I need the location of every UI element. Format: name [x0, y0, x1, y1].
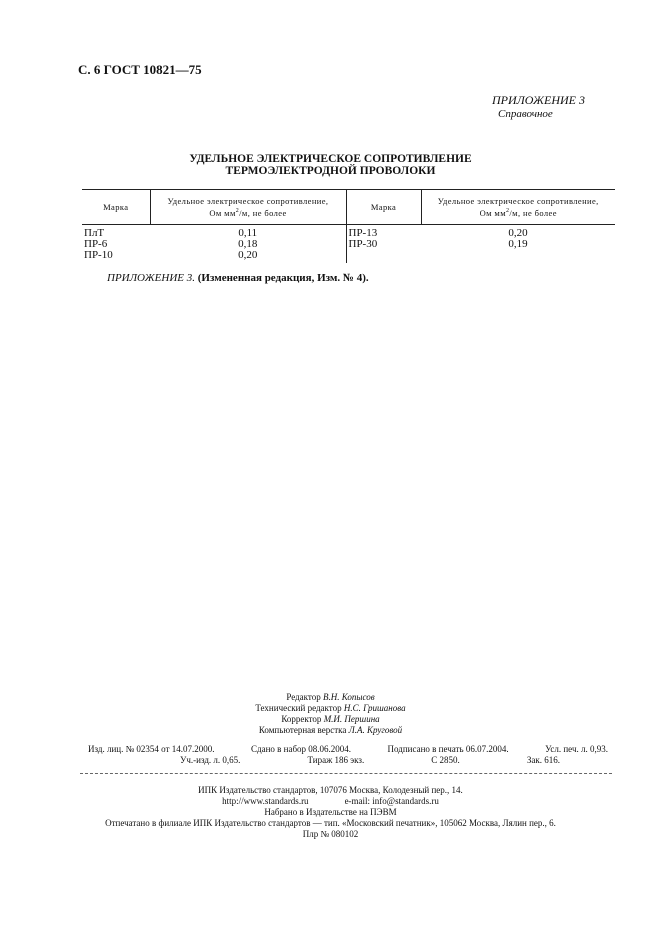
mark-cell [346, 250, 421, 263]
mark-cell: ПР-13 [346, 225, 421, 240]
imprint-pub-sheets: Уч.-изд. л. 0,65. [180, 755, 241, 765]
resistance-unit-post: /м, не более [239, 207, 287, 218]
appendix-title: ПРИЛОЖЕНИЕ 3 [492, 93, 585, 107]
publisher-block [0, 785, 661, 840]
imprint-row-2 [180, 755, 560, 765]
value-cell: 0,20 [508, 227, 528, 239]
col-header-mark-right: Марка [346, 190, 421, 225]
publisher-contacts [0, 796, 661, 807]
imprint-print-run: Тираж 186 экз. [307, 755, 365, 765]
table-title-line1: УДЕЛЬНОЕ ЭЛЕКТРИЧЕСКОЕ СОПРОТИВЛЕНИЕ [189, 153, 472, 165]
imprint-code: С 2850. [431, 755, 460, 765]
credit-name: В.Н. Копысов [323, 692, 375, 702]
credits-block [0, 692, 661, 736]
imprint-row-1 [88, 744, 608, 754]
credit-name: Н.С. Гришанова [343, 703, 406, 713]
appendix-subtitle: Справочное [498, 108, 553, 120]
credit-role: Редактор [286, 692, 321, 702]
credit-name: М.И. Першина [323, 714, 380, 724]
table-title-line2: ТЕРМОЭЛЕКТРОДНОЙ ПРОВОЛОКИ [225, 165, 436, 177]
mark-cell: ПР-6 [84, 238, 108, 250]
imprint-license: Изд. лиц. № 02354 от 14.07.2000. [88, 744, 215, 754]
resistance-header-line1: Удельное электрическое сопротивление, [167, 196, 329, 207]
table-row [82, 250, 615, 263]
resistance-unit-post: /м, не более [509, 207, 557, 218]
table-header-row [82, 190, 615, 225]
table-title [0, 153, 661, 177]
credit-line [0, 725, 661, 736]
credit-role: Технический редактор [255, 703, 342, 713]
resistance-unit-pre: Ом мм [209, 207, 236, 218]
value-cell: 0,20 [238, 249, 258, 261]
value-cell: 0,19 [508, 238, 528, 250]
resistance-unit-sup: 2 [235, 208, 240, 215]
table-row [82, 225, 615, 240]
publisher-license: Плр № 080102 [302, 829, 359, 839]
credit-line [0, 714, 661, 725]
imprint-submitted: Сдано в набор 08.06.2004. [251, 744, 352, 754]
col-header-resistance-left [150, 190, 346, 225]
revision-note-text: (Измененная редакция, Изм. № 4). [197, 272, 369, 284]
imprint-signed: Подписано в печать 06.07.2004. [387, 744, 509, 754]
divider [80, 773, 612, 774]
mark-cell: ПлТ [84, 227, 105, 239]
publisher-printed: Отпечатано в филиале ИПК Издательство стандартов — тип. «Московский печатник», 105062 Москва, Лялин пер., 6. [105, 818, 556, 828]
page-header: С. 6 ГОСТ 10821—75 [78, 62, 202, 77]
publisher-email: e-mail: info@standards.ru [344, 796, 439, 806]
resistance-unit-pre: Ом мм [479, 207, 506, 218]
credit-line [0, 692, 661, 703]
credit-role: Корректор [281, 714, 322, 724]
publisher-typeset: Набрано в Издательстве на ПЭВМ [264, 807, 397, 817]
publisher-website: http://www.standards.ru [222, 796, 309, 806]
resistance-table [82, 189, 615, 263]
appendix-label [492, 93, 585, 120]
credit-role: Компьютерная верстка [258, 725, 347, 735]
publisher-address: ИПК Издательство стандартов, 107076 Москва, Колодезный пер., 14. [198, 785, 463, 795]
col-header-resistance-right [421, 190, 615, 225]
imprint-order: Зак. 616. [526, 755, 560, 765]
credit-name: Л.А. Круговой [348, 725, 403, 735]
value-cell: 0,18 [238, 238, 258, 250]
mark-cell: ПР-30 [346, 239, 421, 250]
col-header-mark-left: Марка [82, 190, 150, 225]
credit-line [0, 703, 661, 714]
revision-note-ref: ПРИЛОЖЕНИЕ 3. [107, 272, 195, 284]
imprint-print-sheets: Усл. печ. л. 0,93. [545, 744, 608, 754]
revision-note [107, 272, 369, 284]
value-cell: 0,11 [238, 227, 258, 239]
resistance-unit-sup: 2 [506, 208, 510, 215]
resistance-header-line1: Удельное электрическое сопротивление, [437, 196, 599, 207]
mark-cell: ПР-10 [84, 249, 113, 261]
table-row [82, 239, 615, 250]
value-cell [421, 250, 615, 263]
